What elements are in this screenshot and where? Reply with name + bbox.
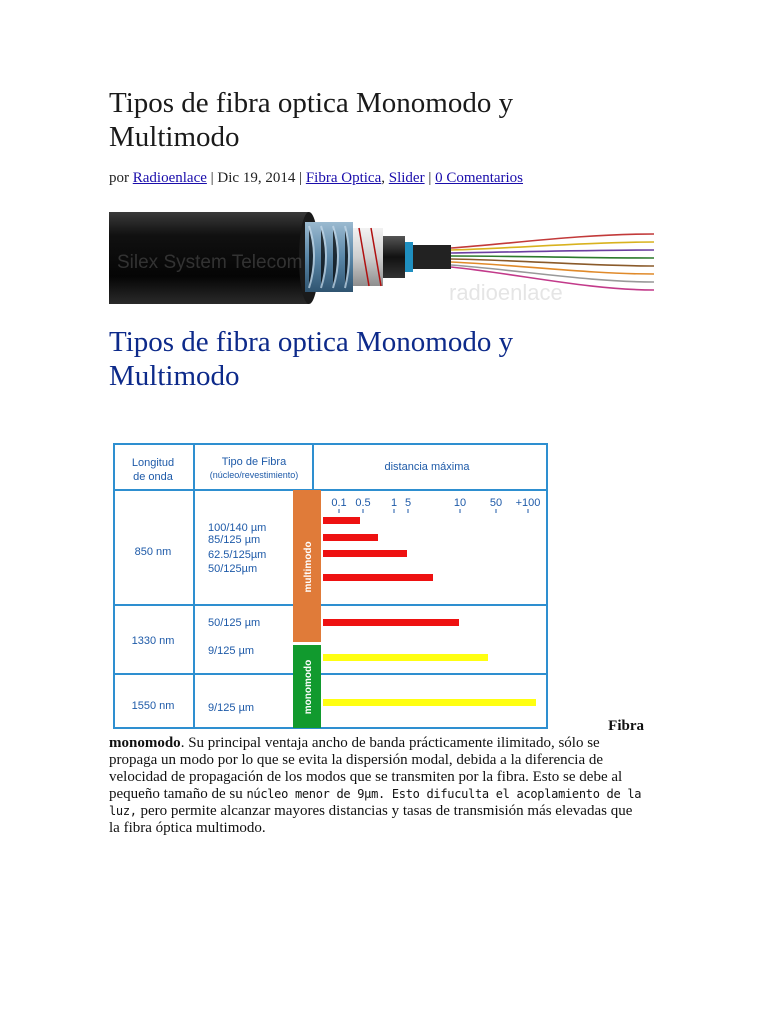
fiber-type-table [113,443,549,730]
distance-bar [323,534,378,541]
distance-bar [323,517,360,524]
distance-bar [323,574,433,581]
cable-watermark: Silex System Telecom [117,252,303,273]
body-text-1: . Su principal ventaja ancho de banda prácticamente ilimitado, sólo se propaga un modo por lo que se evita la dispersión modal, debida a la diferencia de velocidad de propagación de los modos que se transmiten por la fibra. Esto se debe al pequeño tamaño de su [109,735,623,802]
distance-bar [323,654,488,661]
scale-tick-label: 1 [390,497,398,509]
fiber-cable-image [109,204,654,308]
row-fiber-type: 100/140 µm [208,522,267,534]
row-wavelength: 1550 nm [131,700,175,712]
distance-bar [323,550,407,557]
body-lead-word-2: monomodo [109,735,181,751]
distance-bar [323,619,459,626]
scale-tick-label: 50 [489,497,503,509]
meta-comma: , [381,170,385,186]
article-body [109,718,644,837]
post-meta [109,169,523,187]
row-fiber-type: 85/125 µm [208,534,261,546]
meta-separator: | [299,170,303,186]
cable-watermark-2: radioenlace [449,280,563,305]
row-wavelength: 850 nm [134,546,172,558]
meta-separator: | [210,170,214,186]
scale-tick-label: 0.5 [355,497,371,509]
header-wavelength-line1: Longitud [131,457,175,469]
row-fiber-type: 9/125 µm [208,702,255,714]
row-fiber-type: 9/125 µm [208,645,255,657]
page-title: Tipos de fibra optica Monomodo y Multimodo [109,87,514,153]
distance-scale [331,497,540,513]
multimode-label: multimodo [303,541,314,593]
row-fiber-type: 50/125µm [208,563,258,575]
distance-bars [323,517,536,706]
scale-tick-label: +100 [515,497,541,509]
category-link-slider[interactable]: Slider [388,170,425,186]
distance-bar [323,699,536,706]
comments-link[interactable]: 0 Comentarios [435,170,524,186]
row-wavelength: 1330 nm [131,635,175,647]
scale-tick-label: 10 [453,497,467,509]
meta-prefix: por [109,170,129,186]
author-link[interactable]: Radioenlace [132,170,207,186]
header-fiber-type: Tipo de Fibra [221,456,287,468]
category-link-fibra-optica[interactable]: Fibra Optica [305,170,382,186]
post-date: Dic 19, 2014 [217,170,296,186]
header-fiber-type-sub: (núcleo/revestimiento) [209,470,299,480]
body-text-2: pero permite alcanzar mayores distancias y tasas de transmisión más elevadas que la fibra óptica multimodo. [109,803,633,836]
scale-tick-label: 0.1 [331,497,347,509]
section-heading: Tipos de fibra optica Monomodo y Multimodo [109,326,514,392]
body-text-mono: núcleo menor de 9µm. Esto difuculta el acoplamiento de la luz, [109,787,642,818]
row-fiber-type: 50/125 µm [208,617,261,629]
row-fiber-type: 62.5/125µm [208,549,267,561]
scale-tick-label: 5 [404,497,412,509]
body-lead-word: Fibra [608,718,644,734]
header-wavelength-line2: de onda [133,471,173,483]
header-distance: distancia máxima [384,461,470,473]
table-grid [114,444,547,728]
meta-separator: | [428,170,432,186]
table-rows [132,522,267,714]
singlemode-label: monomodo [303,659,314,715]
